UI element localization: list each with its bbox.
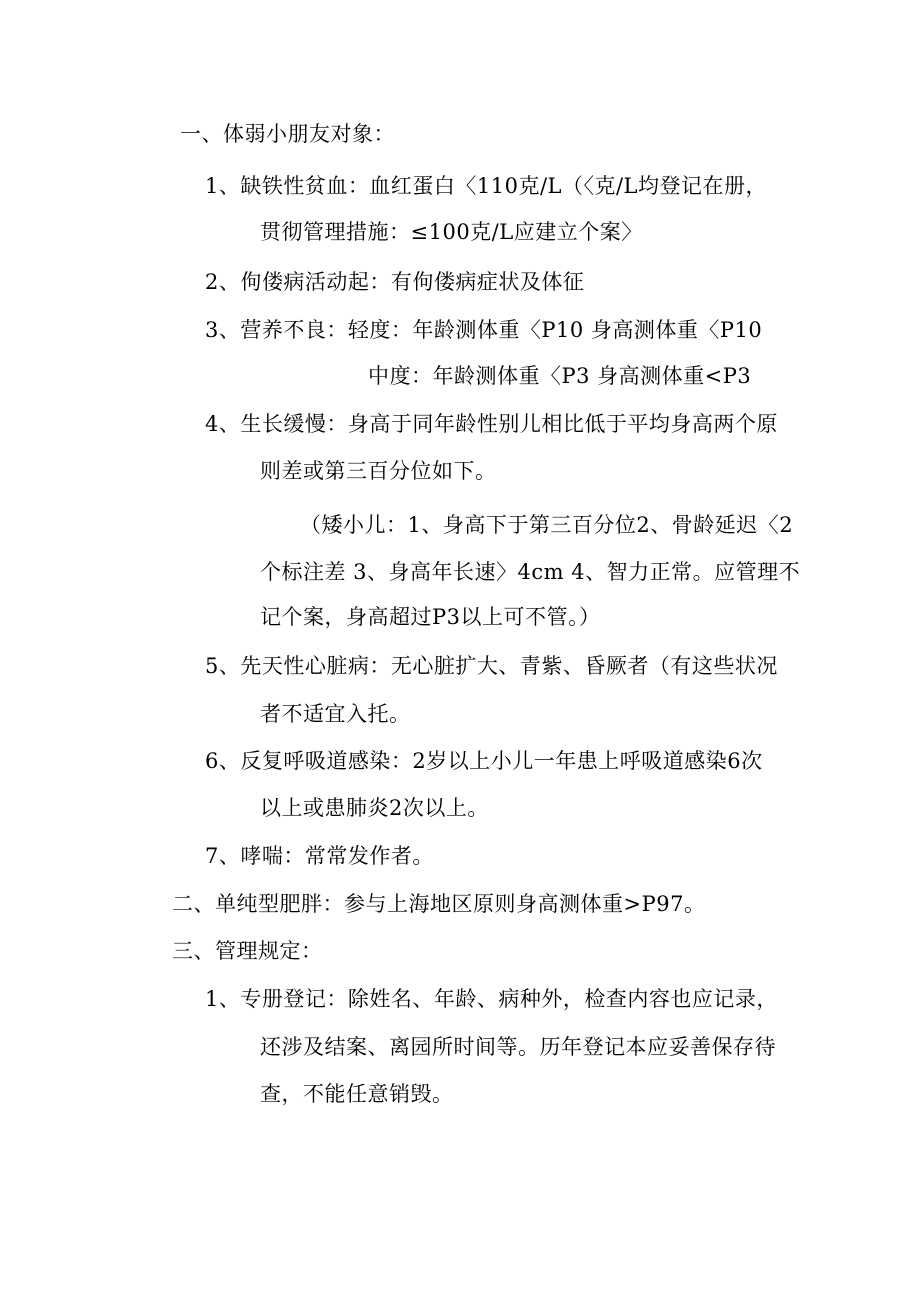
section2-heading: 二、单纯型肥胖：参与上海地区原则身高测体重>P97。	[172, 892, 706, 916]
item4-note-line3: 记个案，身高超过P3以上可不管。）	[260, 605, 601, 629]
item3-line1: 3、营养不良：轻度：年龄测体重〈P10 身高测体重〈P10	[205, 318, 763, 342]
item4-note-line1: （矮小儿：1、身高下于第三百分位2、骨龄延迟〈2	[300, 513, 794, 537]
item4-line2: 则差或第三百分位如下。	[260, 459, 497, 483]
item4-note-line2: 个标注差 3、身高年长速〉4cm 4、智力正常。应管理不	[260, 560, 801, 584]
item7: 7、哮喘：常常发作者。	[205, 844, 434, 868]
item5-line1: 5、先天性心脏病：无心脏扩大、青紫、昏厥者（有这些状况	[205, 654, 778, 678]
item6-line2: 以上或患肺炎2次以上。	[260, 796, 489, 820]
section3-item1-line1: 1、专册登记：除姓名、年龄、病种外，检查内容也应记录，	[205, 987, 778, 1011]
item3-line2: 中度：年龄测体重〈P3 身高测体重<P3	[368, 364, 752, 388]
section3-item1-line2: 还涉及结案、离园所时间等。历年登记本应妥善保存待	[260, 1035, 776, 1059]
section1-heading: 一、体弱小朋友对象：	[180, 122, 395, 146]
item4-line1: 4、生长缓慢：身高于同年龄性别儿相比低于平均身高两个原	[205, 412, 778, 436]
item1-line1: 1、缺铁性贫血：血红蛋白〈110克/L（〈克/L均登记在册，	[205, 174, 767, 198]
section3-heading: 三、管理规定：	[172, 939, 323, 963]
item5-line2: 者不适宜入托。	[260, 702, 411, 726]
item2: 2、佝偻病活动起：有佝偻病症状及体征	[205, 270, 585, 294]
item1-line2: 贯彻管理措施：≤100克/L应建立个案〉	[260, 220, 643, 244]
item6-line1: 6、反复呼吸道感染：2岁以上小儿一年患上呼吸道感染6次	[205, 749, 763, 773]
section3-item1-line3: 查，不能任意销毁。	[260, 1082, 454, 1106]
